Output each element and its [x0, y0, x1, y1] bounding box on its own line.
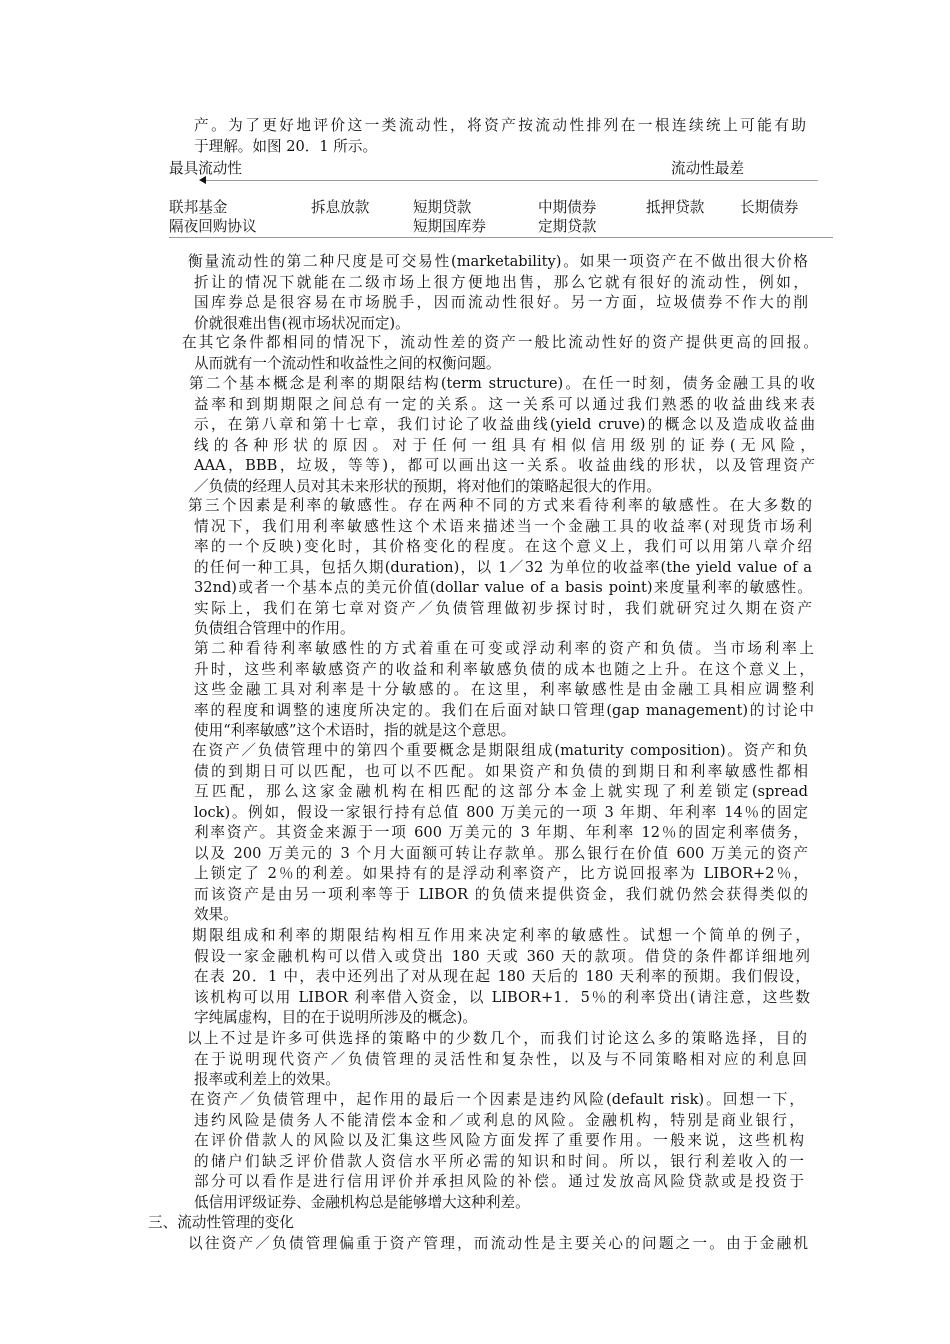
text-line: 国库券总是很容易在市场脱手，因而流动性很好。另一方面，垃圾债券不作大的削 — [194, 294, 808, 311]
text-line: 负债组合管理中的作用。 — [194, 620, 355, 637]
continuum-item: 隔夜回购协议 — [169, 218, 257, 235]
text-line: 以往资产／负债管理偏重于资产管理，而流动性是主要关心的问题之一。由于金融机 — [188, 1235, 808, 1252]
text-line: 字纯属虚构，目的在于说明所涉及的概念)。 — [194, 1009, 477, 1026]
text-line: 而该资产是由另一项利率等于 LIBOR 的负债来提供资金，我们就仍然会获得类似的 — [194, 885, 808, 903]
text-line: 从而就有一个流动性和收益性之间的权衡问题。 — [194, 354, 501, 372]
text-line: 上锁定了 2％的利差。如果持有的是浮动利率资产，比方说回报率为 LIBOR+2％， — [194, 865, 808, 882]
paragraph-example — [192, 926, 810, 1029]
continuum-item: 定期贷款 — [538, 218, 597, 235]
text-line: 的任何一种工具，包括久期(duration)，以 1／32 为单位的收益率(the yield value of a — [194, 558, 812, 576]
text-line: 报率或利差上的效果。 — [194, 1071, 340, 1088]
text-line: 在资产／负债管理中，起作用的最后一个因素是违约风险(default risk)。回想一下， — [190, 1091, 804, 1108]
text-line: 产。为了更好地评价这一类流动性，将资产按流动性排列在一根连续统上可能有助 — [194, 117, 806, 134]
continuum-item: 短期国库券 — [413, 218, 486, 235]
text-line: 以上不过是许多可供选择的策略中的少数几个，而我们讨论这么多的策略选择，目的 — [187, 1030, 807, 1047]
section-first-paragraph — [188, 1234, 808, 1255]
text-line: 折让的情况下就能在二级市场上很方便地出售，那么它就有很好的流动性，例如， — [194, 273, 808, 291]
paragraph-floating-rate — [194, 639, 814, 742]
text-line: 效果。 — [194, 906, 238, 923]
least-liquid-label: 流动性最差 — [671, 160, 744, 177]
text-line: 在其它条件都相同的情况下，流动性差的资产一般比流动性好的资产提供更高的回报。 — [182, 334, 818, 351]
text-line: 第三个因素是利率的敏感性。存在两种不同的方式来看待利率的敏感性。在大多数的 — [188, 497, 812, 514]
continuum-item: 拆息放款 — [311, 199, 370, 216]
left-arrow-icon — [199, 176, 206, 184]
most-liquid-label: 最具流动性 — [169, 160, 242, 177]
text-line: 实际上，我们在第七章对资产／负债管理做初步探讨时，我们就研究过久期在资产 — [194, 599, 812, 617]
text-line: 第二个基本概念是利率的期限结构(term structure)。在任一时刻，债务金融工具的收 — [189, 375, 815, 392]
section-heading — [148, 1213, 294, 1234]
text-line: AAA，BBB，垃圾，等等)，都可以画出这一关系。收益曲线的形状，以及管理资产 — [194, 457, 815, 474]
continuum-item: 短期贷款 — [413, 199, 472, 216]
paragraph-liquidity-tradeoff — [182, 333, 818, 374]
text-line: 以及 200 万美元的 3 个月大面额可转让存款单。那么银行在价值 600 万美元的资产 — [194, 844, 808, 862]
text-line: 情况下，我们用利率敏感性这个术语来描述当一个金融工具的收益率(对现货市场利 — [194, 517, 812, 535]
text-line: 价就很难出售(视市场状况而定)。 — [194, 314, 410, 332]
figure-bottom-rule — [169, 237, 833, 238]
intro-paragraph — [194, 116, 806, 157]
text-line: lock)。例如，假设一家银行持有总值 800 万美元的一项 3 年期、年利率 14％的固定 — [194, 803, 808, 821]
text-line: 第二种看待利率敏感性的方式着重在可变或浮动利率的资产和负债。当市场利率上 — [194, 640, 814, 657]
text-line: 率的程度和调整的速度所决定的。我们在后面对缺口管理(gap management)的讨论中 — [194, 701, 814, 719]
paragraph-marketability — [188, 252, 808, 334]
figure-top-rule — [206, 180, 818, 181]
paragraph-term-structure — [189, 374, 815, 497]
text-line: 利率资产。其资金来源于一项 600 万美元的 3 年期、年利率 12％的固定利率债务， — [194, 824, 808, 841]
text-line: 在于说明现代资产／负债管理的灵活性和复杂性，以及与不同策略相对应的利息回 — [194, 1050, 807, 1068]
text-line: 在表 20．1 中，表中还列出了对从现在起 180 天后的 180 天利率的预期。我们假设， — [194, 968, 810, 985]
paragraph-maturity-composition — [192, 741, 808, 926]
text-line: 使用“利率敏感”这个术语时，指的就是这个意思。 — [194, 722, 516, 739]
text-line: 部分可以看作是进行信用评价并承担风险的补偿。通过发放高风险贷款或是投资于 — [194, 1173, 804, 1190]
continuum-item: 中期债券 — [538, 199, 597, 216]
continuum-item: 长期债券 — [740, 199, 799, 216]
section-title: 三、流动性管理的变化 — [148, 1214, 294, 1231]
paragraph-rate-sensitivity — [188, 496, 812, 640]
text-line: 32nd)或者一个基本点的美元价值(dollar value of a basis point)来度量利率的敏感性。 — [194, 579, 812, 596]
text-line: 债的到期日可以匹配，也可以不匹配。如果资产和负债的到期日和利率敏感性都相 — [194, 762, 808, 780]
text-line: 衡量流动性的第二种尺度是可交易性(marketability)。如果一项资产在不做出很大价格 — [188, 253, 808, 270]
text-line: 该机构可以用 LIBOR 利率借入资金，以 LIBOR+1．5％的利率贷出(请注意，这些数 — [194, 988, 810, 1006]
text-line: 于理解。如图 20．1 所示。 — [194, 137, 378, 155]
continuum-item: 抵押贷款 — [646, 199, 705, 216]
paragraph-default-risk — [190, 1090, 804, 1213]
text-line: 违约风险是债务人不能清偿本金和／或利息的风险。金融机构，特别是商业银行， — [194, 1111, 804, 1129]
text-line: 假设一家金融机构可以借入或贷出 180 天或 360 天的款项。借贷的条件都详细地列 — [194, 947, 810, 965]
continuum-item: 联邦基金 — [169, 199, 228, 216]
text-line: 低信用评级证券、金融机构总是能够增大这种利差。 — [194, 1193, 530, 1211]
text-line: 线的各种形状的原因。对于任何一组具有相似信用级别的证券(无风险， — [194, 436, 815, 454]
text-line: ／负债的经理人员对其未来形状的预期，将对他们的策略起很大的作用。 — [194, 477, 662, 495]
text-line: 在资产／负债管理中的第四个重要概念是期限组成(maturity composition)。资产和负 — [192, 742, 808, 759]
text-line: 示，在第八章和第十七章，我们讨论了收益曲线(yield cruve)的概念以及造成收益曲 — [194, 416, 815, 433]
text-line: 升时，这些利率敏感资产的收益和利率敏感负债的成本也随之上升。在这个意义上， — [194, 660, 814, 678]
text-line: 在评价借款人的风险以及汇集这些风险方面发挥了重要作用。一般来说，这些机构 — [194, 1132, 804, 1149]
text-line: 的储户们缺乏评价借款人资信水平所必需的知识和时间。所以，银行利差收入的一 — [194, 1152, 804, 1170]
paragraph-strategies — [187, 1029, 807, 1091]
text-line: 互匹配，那么这家金融机构在相匹配的这部分本金上就实现了利差锁定(spread — [194, 783, 808, 800]
text-line: 这些金融工具对利率是十分敏感的。在这里，利率敏感性是由金融工具相应调整利 — [194, 681, 814, 698]
text-line: 率的一个反映)变化时，其价格变化的程度。在这个意义上，我们可以用第八章介绍 — [194, 538, 812, 555]
text-line: 期限组成和利率的期限结构相互作用来决定利率的敏感性。试想一个简单的例子， — [192, 927, 810, 944]
text-line: 益率和到期期限之间总有一定的关系。这一关系可以通过我们熟悉的收益曲线来表 — [194, 395, 815, 413]
